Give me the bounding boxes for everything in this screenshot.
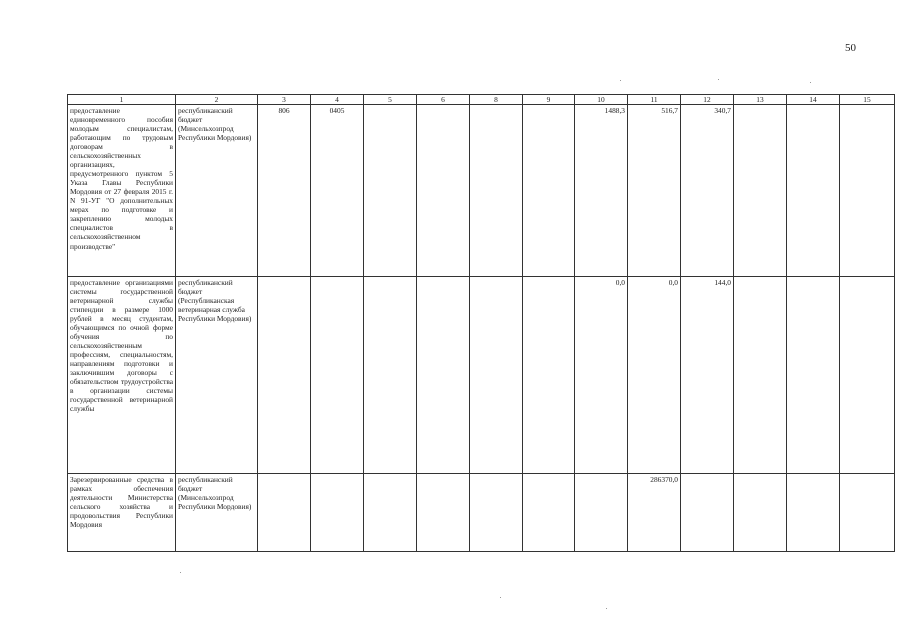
cell-col-12: 144,0 <box>681 277 734 474</box>
row-description: Зарезервированные средства в рамках обеспечения деятельности Министерства сельского хозяйства и продовольствия Республики Мордовия <box>68 474 176 552</box>
table-row <box>68 277 895 474</box>
cell-col-14 <box>787 474 840 552</box>
col-header-4: 4 <box>311 95 364 105</box>
col-header-14: 14 <box>787 95 840 105</box>
page-number: 50 <box>845 42 856 54</box>
cell-col-5 <box>364 474 417 552</box>
cell-col-4 <box>311 474 364 552</box>
cell-col-9 <box>523 474 575 552</box>
table-row <box>68 474 895 552</box>
cell-col-6 <box>417 105 470 277</box>
row-description: предоставление организациями системы государственной ветеринарной службы стипендии в размере 1000 рублей в месяц студентам, обучающимся по очной форме обучения по сельскохозяйственным профессиям, специальностям, направлениям подготовки и заключившим договоры с обязательством трудоустройства в организации системы государственной ветеринарной службы <box>68 277 176 474</box>
col-header-6: 6 <box>417 95 470 105</box>
col-header-5: 5 <box>364 95 417 105</box>
cell-col-12: 340,7 <box>681 105 734 277</box>
row-source: республиканский бюджет (Минсельхозпрод Республики Мордовия) <box>176 105 258 277</box>
cell-col-15 <box>840 474 895 552</box>
scan-speck <box>810 82 811 83</box>
col-header-8: 8 <box>470 95 523 105</box>
cell-col-8 <box>470 474 523 552</box>
cell-col-15 <box>840 105 895 277</box>
cell-col-13 <box>734 277 787 474</box>
cell-col-10 <box>575 474 628 552</box>
cell-col-5 <box>364 277 417 474</box>
cell-col-8 <box>470 105 523 277</box>
cell-col-4 <box>311 277 364 474</box>
col-header-11: 11 <box>628 95 681 105</box>
cell-col-13 <box>734 474 787 552</box>
header-row <box>68 95 895 105</box>
row-source: республиканский бюджет (Республиканская ветеринарная служба Республики Мордовия) <box>176 277 258 474</box>
col-header-2: 2 <box>176 95 258 105</box>
scan-speck <box>606 608 607 609</box>
col-header-13: 13 <box>734 95 787 105</box>
cell-col-14 <box>787 277 840 474</box>
cell-col-10: 1488,3 <box>575 105 628 277</box>
col-header-12: 12 <box>681 95 734 105</box>
budget-table <box>67 94 895 552</box>
col-header-15: 15 <box>840 95 895 105</box>
cell-col-5 <box>364 105 417 277</box>
cell-col-13 <box>734 105 787 277</box>
scan-speck <box>620 80 621 81</box>
table-row <box>68 105 895 277</box>
cell-col-3 <box>258 277 311 474</box>
cell-col-9 <box>523 277 575 474</box>
col-header-1: 1 <box>68 95 176 105</box>
cell-col-9 <box>523 105 575 277</box>
row-source: республиканский бюджет (Минсельхозпрод Республики Мордовия) <box>176 474 258 552</box>
cell-col-15 <box>840 277 895 474</box>
cell-col-4: 0405 <box>311 105 364 277</box>
cell-col-12 <box>681 474 734 552</box>
cell-col-3: 806 <box>258 105 311 277</box>
scan-speck <box>500 597 501 598</box>
cell-col-14 <box>787 105 840 277</box>
cell-col-3 <box>258 474 311 552</box>
cell-col-6 <box>417 474 470 552</box>
row-description: предоставление единовременного пособия молодым специалистам, работающим по трудовым договорам в сельскохозяйственных организациях, предусмотренного пунктом 5 Указа Главы Республики Мордовия от 27 февраля 2015 г. N 91-УГ "О дополнительных мерах по подготовке и закреплению молодых специалистов в сельскохозяйственном производстве" <box>68 105 176 277</box>
col-header-3: 3 <box>258 95 311 105</box>
cell-col-11: 286370,0 <box>628 474 681 552</box>
col-header-10: 10 <box>575 95 628 105</box>
cell-col-10: 0,0 <box>575 277 628 474</box>
scan-speck <box>718 79 719 80</box>
cell-col-11: 0,0 <box>628 277 681 474</box>
cell-col-6 <box>417 277 470 474</box>
col-header-9: 9 <box>523 95 575 105</box>
cell-col-11: 516,7 <box>628 105 681 277</box>
cell-col-8 <box>470 277 523 474</box>
scan-speck <box>180 572 181 573</box>
